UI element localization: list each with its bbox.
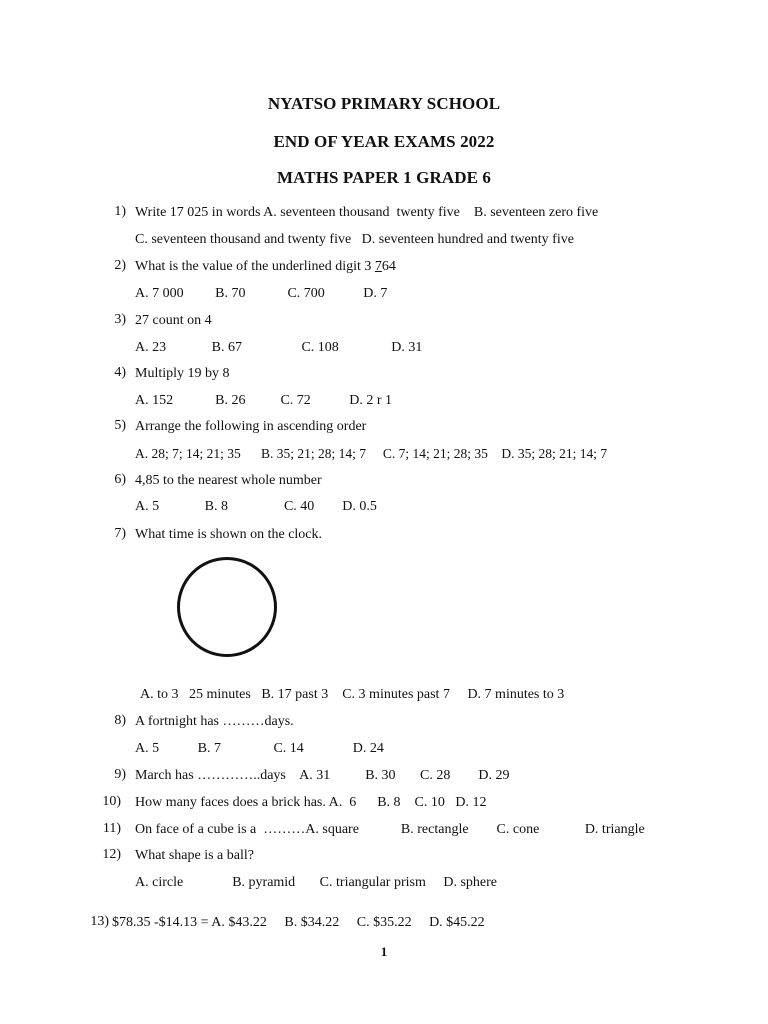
question-number: 7)	[114, 526, 126, 541]
question-number: 3)	[114, 312, 126, 327]
question-text: Write 17 025 in words A. seventeen thousand twenty five B. seventeen zero five	[135, 205, 599, 220]
question-options: A. 5 B. 8 C. 40 D. 0.5	[135, 499, 377, 514]
clock-face	[177, 557, 277, 657]
question-number: 2)	[114, 258, 126, 273]
question-options: A. 5 B. 7 C. 14 D. 24	[135, 741, 384, 756]
question-number: 4)	[114, 365, 126, 380]
question-text: What shape is a ball?	[135, 848, 254, 863]
question-text: A fortnight has ………days.	[135, 714, 294, 729]
question-text: How many faces does a brick has. A. 6 B. 8 C. 10 D. 12	[135, 795, 487, 810]
paper-title: MATHS PAPER 1 GRADE 6	[277, 168, 491, 187]
exam-title: END OF YEAR EXAMS 2022	[273, 132, 495, 151]
question-number: 9)	[114, 767, 126, 782]
question-text	[135, 258, 396, 276]
school-name: NYATSO PRIMARY SCHOOL	[267, 94, 501, 113]
question-options: A. 152 B. 26 C. 72 D. 2 r 1	[135, 393, 393, 408]
question-options: A. to 3 25 minutes B. 17 past 3 C. 3 minutes past 7 D. 7 minutes to 3	[140, 687, 565, 702]
question-text: On face of a cube is a ………A. square B. rectangle C. cone D. triangle	[135, 822, 645, 837]
question-number: 6)	[114, 472, 126, 487]
question-number: 5)	[114, 418, 126, 433]
question-number: 11)	[102, 821, 121, 836]
question-text: $78.35 -$14.13 = A. $43.22 B. $34.22 C. $35.22 D. $45.22	[112, 915, 485, 930]
question-number: 8)	[114, 713, 126, 728]
question-options: A. 23 B. 67 C. 108 D. 31	[135, 340, 423, 355]
question-number: 10)	[102, 794, 121, 809]
question-text: Arrange the following in ascending order	[135, 419, 367, 434]
question-number: 1)	[114, 204, 126, 219]
question-text: 27 count on 4	[135, 313, 212, 328]
question-number: 12)	[102, 847, 121, 862]
question-text: Multiply 19 by 8	[135, 366, 230, 381]
underlined-digit: 7	[374, 259, 382, 274]
question-options: A. 7 000 B. 70 C. 700 D. 7	[135, 286, 388, 301]
question-text-part: What is the value of the underlined digit 3	[135, 259, 375, 274]
question-text: What time is shown on the clock.	[135, 527, 323, 542]
question-number: 13)	[90, 914, 109, 929]
question-text-part: 64	[381, 259, 396, 274]
question-options: A. 28; 7; 14; 21; 35 B. 35; 21; 28; 14; 7 C. 7; 14; 21; 28; 35 D. 35; 28; 21; 14; 7	[135, 446, 608, 461]
question-text: March has …………..days A. 31 B. 30 C. 28 D. 29	[135, 768, 510, 783]
question-text: 4,85 to the nearest whole number	[135, 473, 322, 488]
page-number: 1	[380, 944, 388, 959]
question-options: A. circle B. pyramid C. triangular prism D. sphere	[135, 875, 497, 890]
question-options: C. seventeen thousand and twenty five D. seventeen hundred and twenty five	[135, 232, 574, 247]
